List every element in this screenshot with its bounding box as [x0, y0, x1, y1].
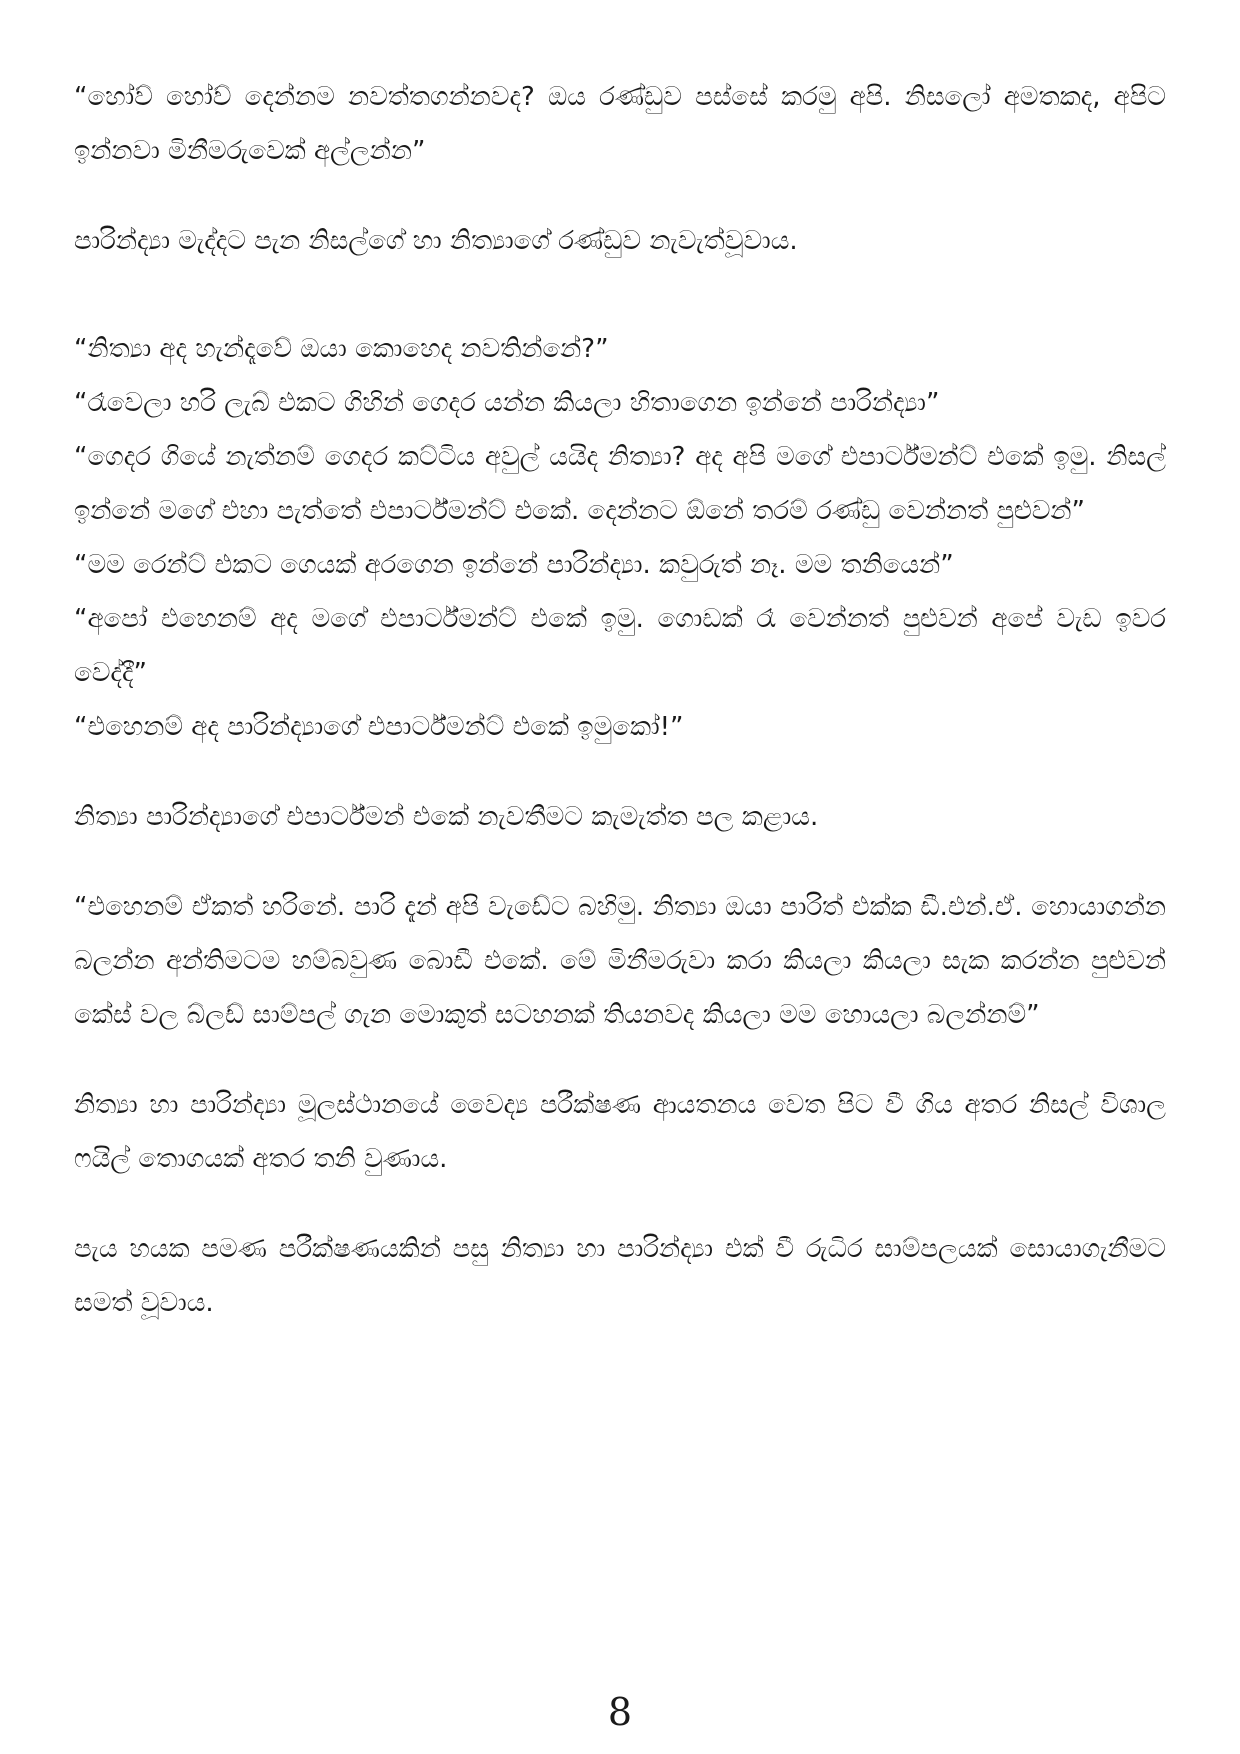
paragraph-gap — [74, 178, 1166, 214]
dialogue-block: “නිත්‍යා අද හැන්දෑවේ ඔයා කොහෙද නවතින්නේ?” “රෑවෙලා හරි ලැබ් එකට ගිහින් ගෙදර යන්න කියලා හිතාගෙන ඉන්නේ පාරින්ද්‍යා” “ගෙදර ගියේ නැත්නම් ගෙදර කට්ටිය අවුල් යයිද නිත්‍යා? අද අපි මගේ එපාර්ට්මන්ට් එකේ ඉමු. නිසල් ඉන්නේ මගේ එහා පැත්තේ එපාර්ට්මන්ට් එකේ. දෙන්නට ඕනේ තරම් රණ්ඩු වෙන්නත් පුළුවන්” “මම රෙන්ට් එකට ගෙයක් අරගෙන ඉන්නේ පාරින්ද්‍යා. කවුරුත් නෑ. මම තනියෙන්” “අපෝ එහෙනම් අද මගේ එපාර්ට්මන්ට් එකේ ඉමු. ගොඩක් රෑ වෙන්නත් පුළුවන් අපේ වැඩ ඉවර වෙද්දී” “එහෙනම් අද පාරින්ද්‍යාගේ එපාර්ට්මන්ට් එකේ ඉමුකෝ!” — [74, 334, 1166, 742]
paragraph-gap — [74, 844, 1166, 880]
paragraph-gap — [74, 1042, 1166, 1078]
paragraph-gap — [74, 1186, 1166, 1222]
paragraph-5: “එහෙනම් ඒකත් හරිනේ. පාරි දැන් අපි වැඩේට බහිමු. නිත්‍යා ඔයා පාරිත් එක්ක ඩී.එන්.ඒ. හොයාගන්න බලන්න අන්තිමටම හම්බවුණ බොඩී එකේ. මේ මිනීමරුවා කරා කියලා කියලා සැක කරන්න පුළුවන් කේස් වල බ්ලඩ් සාම්පල් ගැන මොකුත් සටහනක් තියනවද කියලා මම හොයලා බලන්නම්” — [74, 892, 1166, 1030]
paragraph-2: පාරින්ද්‍යා මැද්දට පැන නිසල්ගේ හා නිත්‍යාගේ රණ්ඩුව නැවැත්වූවාය. — [74, 226, 798, 256]
paragraph-1: “හෝව් හෝව් දෙන්නම නවත්තගන්නවද? ඔය රණ්ඩුව පස්සේ කරමු අපි. නිසලෝ අමතකද, අපිට ඉන්නවා මිනීමරුවෙක් අල්ලන්න” — [74, 82, 1166, 166]
paragraph-gap — [74, 268, 1166, 322]
paragraph-gap — [74, 754, 1166, 790]
page-body — [74, 70, 1166, 1330]
paragraph-7: පැය හයක පමණ පරීක්ෂණයකින් පසු නිත්‍යා හා පාරින්ද්‍යා එක් වී රුධිර සාම්පලයක් සොයාගැනීමට සමත් වූවාය. — [74, 1234, 1166, 1318]
page-number: 8 — [607, 1690, 633, 1734]
paragraph-6: නිත්‍යා හා පාරින්ද්‍යා මූලස්ථානයේ වෛද්‍ය පරීක්ෂණ ආයතනය වෙත පිට වී ගිය අතර නිසල් විශාල ෆයිල් තොගයක් අතර තනි වුණාය. — [74, 1090, 1166, 1174]
paragraph-4: නිත්‍යා පාරින්ද්‍යාගේ එපාර්ට්මන් එකේ නැවතීමට කැමැත්ත පල කළාය. — [74, 802, 819, 832]
